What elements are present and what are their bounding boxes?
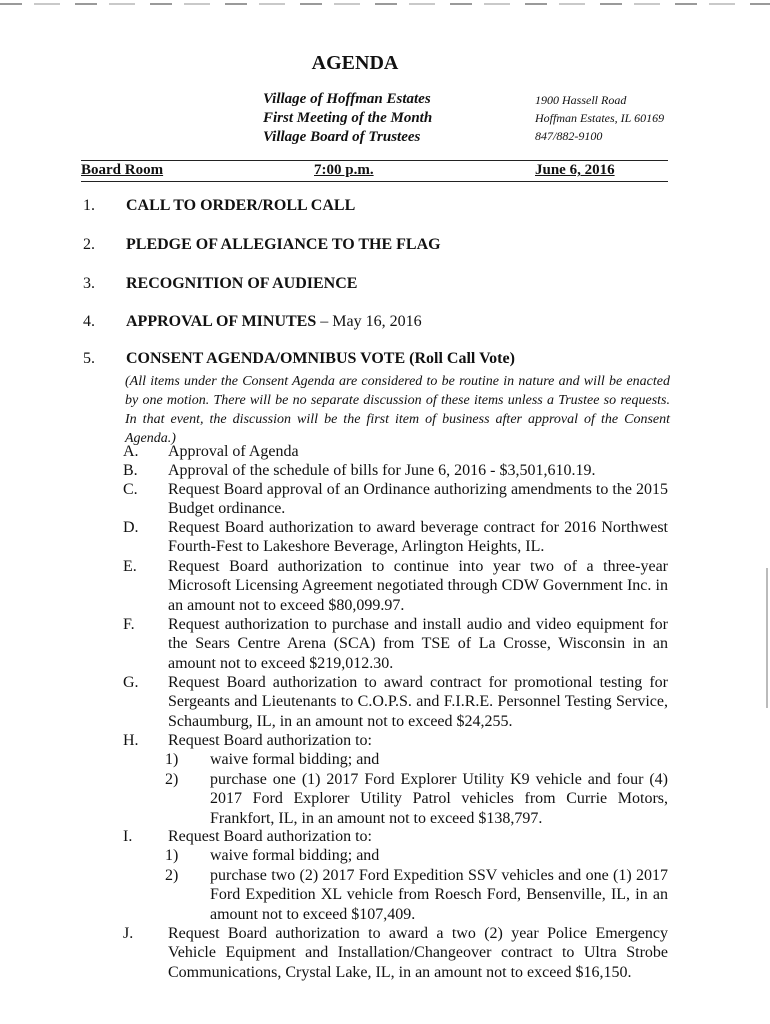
consent-item-e [123,557,668,615]
address-line: Hoffman Estates, IL 60169 [535,111,665,125]
item-text: Request Board authorization to award a two (2) year Police Emergency Vehicle Equipment and Installation/Changeover contract to Ultra Strobe Communications, Crystal Lake, IL, in an amount not to exceed $16,150. [168,925,668,981]
village-line: Village of Hoffman Estates [263,91,431,107]
village-line: Village Board of Trustees [263,129,421,145]
sub-item [165,770,668,828]
consent-item-j [123,924,668,982]
item-letter: I. [123,828,133,845]
item-text: Request authorization to purchase and install audio and video equipment for the Sears Centre Arena (SCA) from TSE of La Crosse, Wisconsin in an amount not to exceed $219,012.30. [168,616,668,672]
sub-item-number: 1) [165,751,179,769]
item-text: Request Board authorization to: [168,732,372,749]
meeting-info-bar [81,160,668,182]
item-letter: C. [123,481,138,498]
village-line: First Meeting of the Month [263,110,433,126]
sub-item-number: 2) [165,866,179,884]
meeting-room: Board Room [81,162,164,178]
consent-item-i [123,827,668,924]
item-text-block [165,731,668,828]
item-text: Request Board authorization to: [168,828,372,845]
sub-item-text: purchase two (2) 2017 Ford Expedition SSV vehicles and one (1) 2017 Ford Expedition XL vehicle from Roesch Ford, Bensenville, IL, in an amount not to exceed $107,409. [210,866,668,923]
sub-item [165,866,668,924]
consent-item-b [123,461,668,480]
item-text: Request Board authorization to award beverage contract for 2016 Northwest Fourth-Fest to Lakeshore Beverage, Arlington Heights, IL. [168,519,668,556]
sub-item-text: waive formal bidding; and [210,847,380,865]
meeting-time: 7:00 p.m. [314,162,374,178]
consent-item-d [123,518,668,557]
item-letter: H. [123,732,139,749]
section-number: 4. [83,313,95,330]
item-letter: J. [123,925,134,942]
consent-item-a [123,442,668,461]
section-title: APPROVAL OF MINUTES [126,313,317,330]
sub-item-number: 2) [165,770,179,788]
scan-edge-mark [766,568,768,708]
consent-item-h [123,731,668,828]
section-number: 2. [83,236,95,253]
item-letter: F. [123,616,135,633]
item-letter: D. [123,519,139,536]
section-number: 5. [83,350,95,367]
address-line: 1900 Hassell Road [535,93,627,107]
item-text-block [165,827,668,924]
minutes-date: – May 16, 2016 [320,313,422,330]
item-letter: G. [123,674,139,691]
section-title: CALL TO ORDER/ROLL CALL [126,197,356,214]
section-title: CONSENT AGENDA/OMNIBUS VOTE (Roll Call Vote) [126,350,515,367]
sub-item-text: purchase one (1) 2017 Ford Explorer Utility K9 vehicle and four (4) 2017 Ford Explorer Utility Patrol vehicles from Currie Motors, Frankfort, IL, in an amount not to exceed $138,797. [210,770,668,827]
sub-item [165,846,668,865]
section-title: RECOGNITION OF AUDIENCE [126,275,358,292]
consent-item-c [123,480,668,519]
consent-item-f [123,615,668,673]
item-letter: E. [123,558,137,575]
item-text: Request Board approval of an Ordinance authorizing amendments to the 2015 Budget ordinance. [168,481,668,518]
address-block [535,91,664,145]
section-number: 3. [83,275,95,292]
item-text: Request Board authorization to continue into year two of a three-year Microsoft Licensing Agreement negotiated through CDW Government Inc. in an amount not to exceed $80,099.97. [168,558,668,614]
item-text: Approval of Agenda [168,443,299,460]
consent-item-g [123,673,668,731]
section-title-with-date [126,313,422,331]
sub-item-number: 1) [165,847,179,865]
item-letter: A. [123,443,139,460]
item-text: Approval of the schedule of bills for June 6, 2016 - $3,501,610.19. [168,462,596,479]
scan-artifact-line [0,3,770,5]
village-name-block [263,90,432,147]
item-text: Request Board authorization to award contract for promotional testing for Sergeants and Lieutenants to C.O.P.S. and F.I.R.E. Personnel Testing Service, Schaumburg, IL, in an amount not to exceed $24,255. [168,674,668,730]
sub-item-text: waive formal bidding; and [210,751,380,769]
consent-agenda-note: (All items under the Consent Agenda are considered to be routine in nature and will be enacted by one motion. There will be no separate discussion of these items unless a Trustee so requests. In that event, the discussion will be the first item of business after approval of the Consent Agenda.) [125,374,670,446]
meeting-date: June 6, 2016 [535,162,615,178]
sub-item [165,750,668,769]
page-title: AGENDA [311,52,399,74]
item-letter: B. [123,462,138,479]
address-line: 847/882-9100 [535,129,603,143]
section-number: 1. [83,197,95,214]
section-title: PLEDGE OF ALLEGIANCE TO THE FLAG [126,236,441,253]
